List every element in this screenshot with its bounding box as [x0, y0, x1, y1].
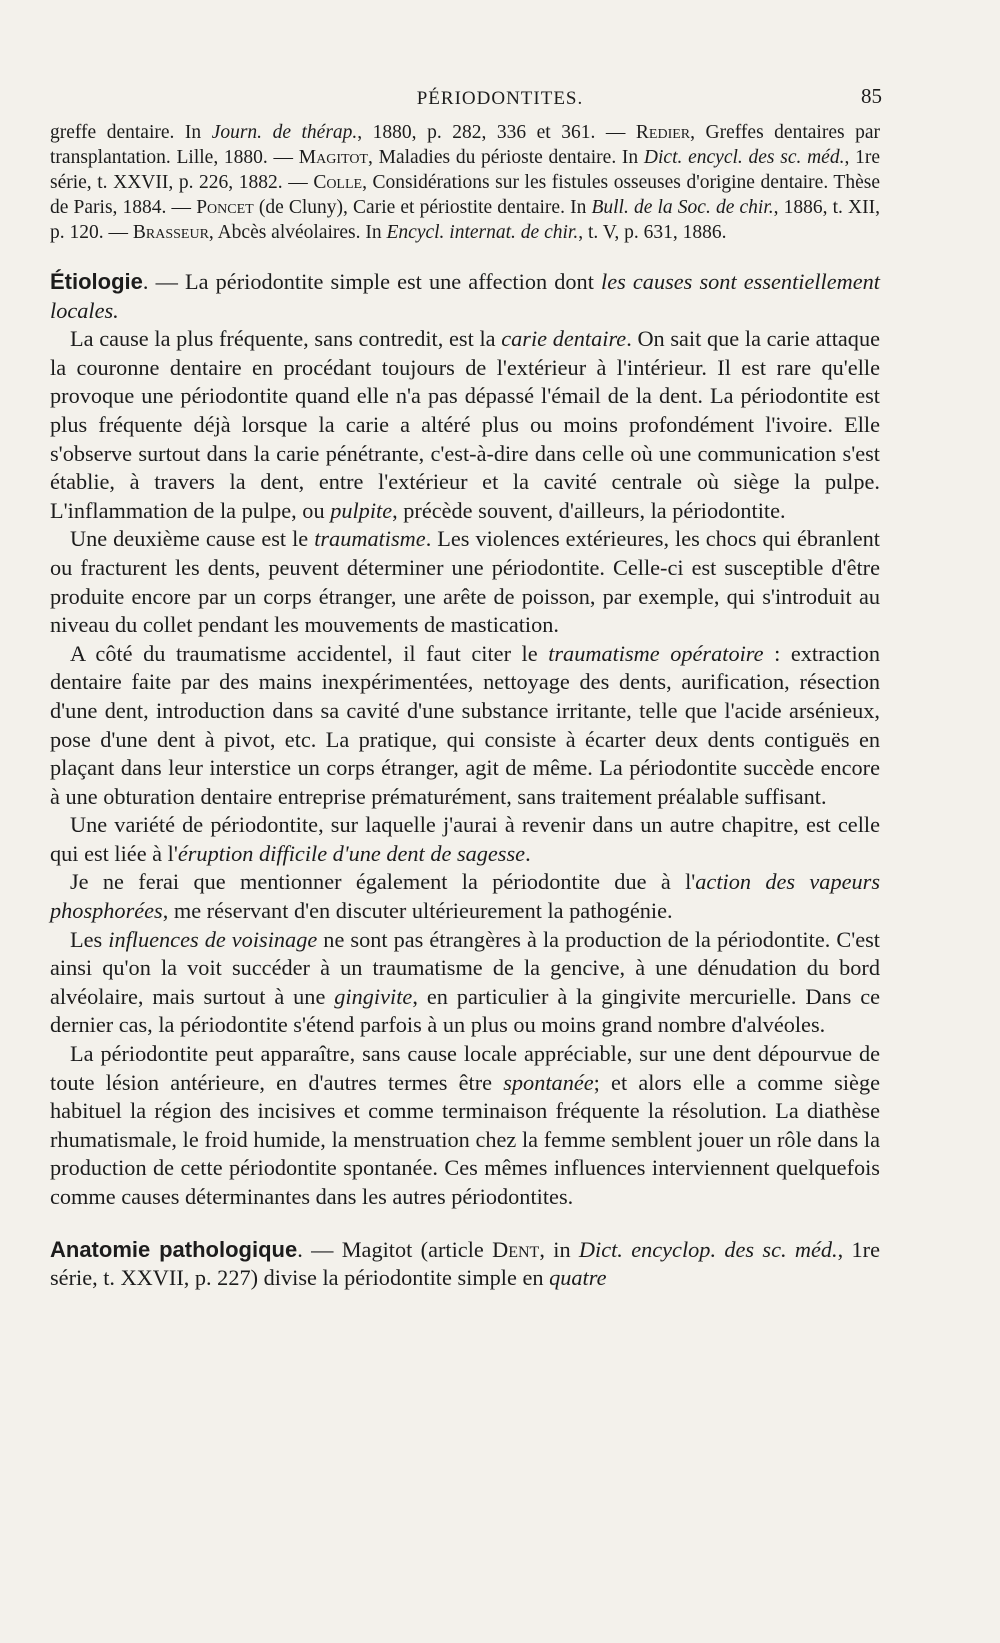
text-run: . — Magitot (article: [297, 1236, 493, 1262]
text-run: . — La périodontite simple est une affection dont: [142, 269, 602, 294]
italic-text: traumatisme opératoire: [548, 640, 764, 666]
text-run: , 1re série, t. XXVII, p. 227) divise la périodontite simple en: [50, 1236, 880, 1291]
text-run: . Les violences extérieures, les chocs qui ébranlent ou fracturent les dents, peuvent déterminer une périodontite. Celle-ci est susceptible d'être produite encore par un corps étranger, une arête de poisson, par exemple, qui s'introduit au niveau du collet pendant les mouvements de mastication.: [50, 526, 880, 638]
italic-text: Bull. de la Soc. de chir.: [591, 197, 774, 218]
italic-text: éruption difficile d'une dent de sagesse: [177, 840, 526, 866]
text-run: , Maladies du périoste dentaire. In: [367, 147, 644, 168]
text-run: , in: [539, 1236, 579, 1262]
italic-text: traumatisme: [314, 526, 426, 552]
author-name: Poncet: [196, 197, 254, 218]
paragraph: [50, 1236, 880, 1293]
text-run: greffe dentaire. In: [50, 122, 212, 143]
italic-text: Dict. encyclop. des sc. méd.: [578, 1236, 838, 1262]
text-run: A côté du traumatisme accidentel, il faut citer le: [70, 640, 549, 666]
paragraph: [50, 525, 880, 639]
text-run: .: [525, 840, 531, 866]
text-run: Je ne ferai que mentionner également la périodontite due à l': [70, 869, 696, 895]
paragraph: [50, 1040, 880, 1212]
text-run: Une variété de périodontite, sur laquelle j'aurai à revenir dans un autre chapitre, est celle qui est liée à l': [50, 812, 880, 866]
text-run: La cause la plus fréquente, sans contredit, est la: [70, 326, 502, 352]
text-run: , en particulier à la gingivite mercurielle. Dans ce dernier cas, la périodontite s'étend parfois à un plus ou moins grand nombre d'alvéoles.: [50, 983, 880, 1038]
text-run: , 1re série, t. XXVII, p. 226, 1882. —: [50, 147, 880, 193]
author-name: Brasseur: [132, 222, 209, 243]
paragraph: [50, 268, 880, 325]
italic-text: les causes sont essentiellement locales.: [50, 269, 880, 323]
italic-text: action des vapeurs phosphorées: [50, 869, 880, 924]
italic-text: Journ. de thérap.: [211, 122, 358, 143]
italic-text: gingivite: [334, 983, 413, 1009]
text-run: ; et alors elle a comme siège habituel la région des incisives et comme terminaison fréquente la résolution. La diathèse rhumatismale, le froid humide, la menstruation chez la femme semblent jouer un rôle dans la production de cette périodontite spontanée. Ces mêmes influences interviennent quelquefois comme causes déterminantes dans les autres périodontites.: [50, 1069, 880, 1209]
italic-text: quatre: [549, 1265, 607, 1291]
text-run: , Greffes dentaires par transplantation. Lille, 1880. —: [50, 122, 880, 168]
section-heading: Étiologie: [50, 269, 143, 294]
text-run: , Considérations sur les fistules osseuses d'origine dentaire. Thèse de Paris, 1884. —: [50, 172, 880, 218]
italic-text: spontanée: [503, 1069, 594, 1095]
paragraph: [50, 868, 880, 925]
running-title: PÉRIODONTITES.: [416, 88, 584, 109]
text-run: , t. V, p. 631, 1886.: [578, 222, 727, 243]
bibliographic-references: [50, 120, 880, 245]
page-header: [0, 84, 1000, 114]
text-run: Les: [70, 926, 109, 952]
paragraph: [50, 640, 880, 812]
text-run: Une deuxième cause est le: [70, 526, 315, 552]
text-run: . On sait que la carie attaque la couronne dentaire en procédant toujours de l'extérieur à l'intérieur. Il est rare qu'elle provoque une périodontite quand elle n'a pas dépassé l'émail de la dent. La périodontite est plus fréquente déjà lorsque la carie a altéré plus ou moins profondément l'ivoire. Elle s'observe surtout dans la carie pénétrante, c'est-à-dire dans celle où une communication s'est établie, à travers la dent, entre l'extérieur et la cavité centrale où siège la pulpe. L'inflammation de la pulpe, ou: [50, 326, 880, 523]
text-run: (de Cluny), Carie et périostite dentaire. In: [253, 197, 592, 218]
section-heading: Anatomie pathologique: [50, 1236, 298, 1262]
italic-text: carie dentaire: [501, 326, 627, 352]
text-run: , 1880, p. 282, 336 et 361. —: [357, 122, 636, 143]
author-name: Redier: [635, 122, 691, 143]
author-name: Dent: [492, 1236, 540, 1262]
text-run: ne sont pas étrangères à la production de la périodontite. C'est ainsi qu'on la voit succéder à un traumatisme de la gencive, à une dénudation du bord alvéolaire, mais surtout à une: [50, 926, 880, 1009]
author-name: Magitot: [298, 147, 368, 168]
page-number: 85: [861, 84, 882, 108]
italic-text: pulpite: [330, 497, 393, 523]
italic-text: influences de voisinage: [108, 926, 318, 952]
text-run: , Abcès alvéolaires. In: [208, 222, 387, 243]
author-name: Colle: [313, 172, 363, 193]
text-run: , me réservant d'en discuter ultérieurement la pathogénie.: [162, 898, 673, 924]
text-run: , précède souvent, d'ailleurs, la périodontite.: [392, 497, 786, 523]
paragraph: [50, 325, 880, 525]
paragraph: [50, 926, 880, 1040]
body-text: [50, 268, 880, 1293]
italic-text: Dict. encycl. des sc. méd.: [643, 147, 845, 168]
text-run: , 1886, t. XII, p. 120. —: [50, 197, 881, 243]
italic-text: Encycl. internat. de chir.: [386, 222, 579, 243]
paragraph: [50, 811, 880, 868]
text-run: La périodontite peut apparaître, sans cause locale appréciable, sur une dent dépourvue de toute lésion antérieure, en d'autres termes être: [50, 1041, 880, 1095]
text-run: : extraction dentaire faite par des mains inexpérimentées, nettoyage des dents, aurification, résection d'une dent, introduction dans sa cavité d'une substance irritante, telle que l'acide arsénieux, pose d'une dent à pivot, etc. La pratique, qui consiste à écarter deux dents contiguës en plaçant dans leur interstice un corps étranger, agit de même. La périodontite succède encore à une obturation dentaire entreprise prématurément, sans traitement préalable suffisant.: [50, 640, 880, 809]
